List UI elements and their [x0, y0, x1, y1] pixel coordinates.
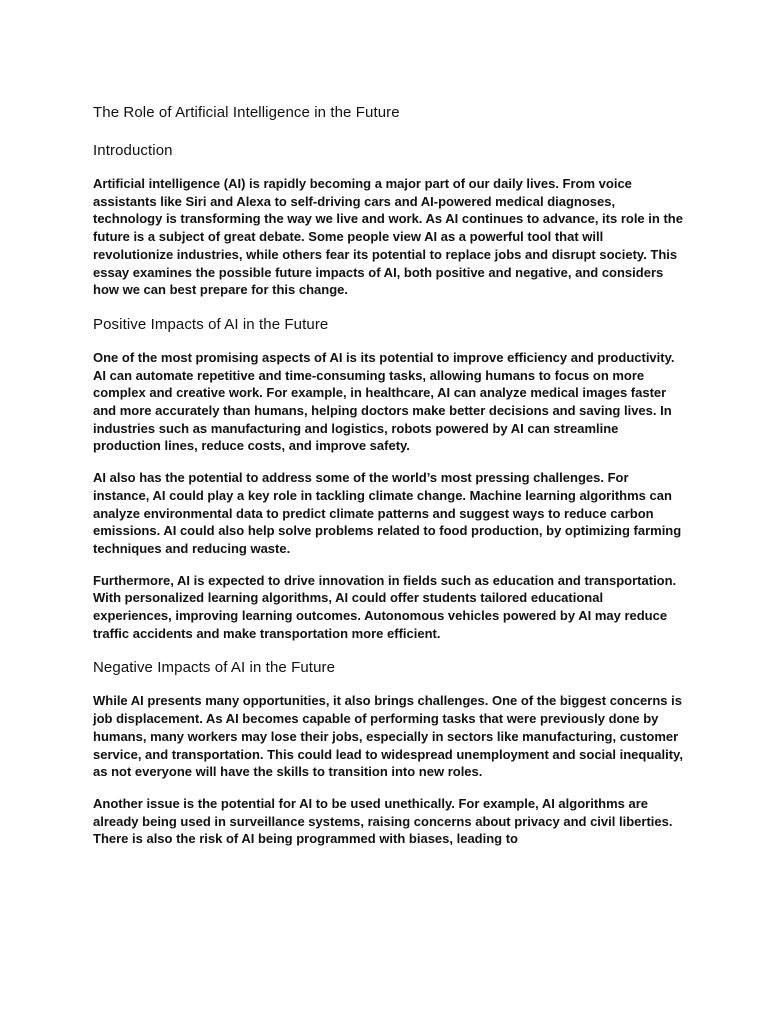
document-title: The Role of Artificial Intelligence in the Future — [93, 104, 400, 121]
section-heading-negative-impacts: Negative Impacts of AI in the Future — [93, 659, 336, 677]
section-heading-introduction: Introduction — [93, 142, 173, 159]
section-heading-positive-impacts: Positive Impacts of AI in the Future — [93, 315, 329, 333]
positive-impacts-paragraph-1: One of the most promising aspects of AI is its potential to improve efficiency and productivity. AI can automate repetitive and time-consuming tasks, allowing humans to focus on more complex and creative work. For example, in healthcare, AI can analyze medical images faster and more accurately than humans, helping doctors make better decisions and saving lives. In industries such as manufacturing and logistics, robots powered by AI can streamline production lines, reduce costs, and improve safety. — [93, 349, 675, 454]
introduction-paragraph: Artificial intelligence (AI) is rapidly becoming a major part of our daily lives. From voice assistants like Siri and Alexa to self-driving cars and AI-powered medical diagnoses, technology is transforming the way we live and work. As AI continues to advance, its role in the future is a subject of great debate. Some people view AI as a powerful tool that will revolutionize industries, while others fear its potential to replace jobs and disrupt society. This essay examines the possible future impacts of AI, both positive and negative, and considers how we can best prepare for this change. — [93, 176, 683, 298]
positive-impacts-paragraph-2: AI also has the potential to address some of the world’s most pressing challenges. For instance, AI could play a key role in tackling climate change. Machine learning algorithms can analyze environmental data to predict climate patterns and suggest ways to reduce carbon emissions. AI could also help solve problems related to food production, by optimizing farming techniques and reducing waste. — [93, 470, 682, 556]
negative-impacts-paragraph-2: Another issue is the potential for AI to be used unethically. For example, AI algorithms are already being used in surveillance systems, raising concerns about privacy and civil liberties. There is also the risk of AI being programmed with biases, leading to — [93, 795, 673, 847]
negative-impacts-paragraph-1: While AI presents many opportunities, it also brings challenges. One of the biggest concerns is job displacement. As AI becomes capable of performing tasks that were previously done by humans, many workers may lose their jobs, especially in sectors like manufacturing, customer service, and transportation. This could lead to widespread unemployment and social inequality, as not everyone will have the skills to transition into new roles. — [93, 693, 683, 780]
positive-impacts-paragraph-3: Furthermore, AI is expected to drive innovation in fields such as education and transportation. With personalized learning algorithms, AI could offer students tailored educational experiences, improving learning outcomes. Autonomous vehicles powered by AI may reduce traffic accidents and make transportation more efficient. — [93, 572, 677, 641]
document-body — [93, 103, 683, 848]
